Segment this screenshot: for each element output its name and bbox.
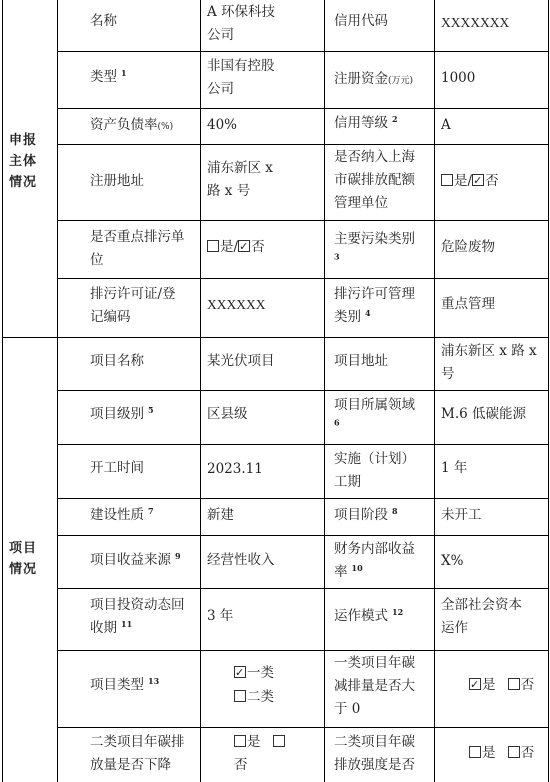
checkbox-yes[interactable]	[441, 174, 453, 186]
footnote-ref: 1	[121, 67, 127, 78]
label-text: 建设性质	[90, 507, 144, 523]
checkbox-label: 一类	[247, 665, 274, 681]
value-name: A 环保科技 公司	[207, 4, 276, 43]
table-border	[57, 278, 549, 279]
checkbox-label: 否	[520, 677, 535, 693]
label-text: 注册资金	[334, 71, 388, 87]
footnote-ref: 12	[392, 606, 404, 617]
checkbox-no[interactable]	[472, 174, 484, 186]
table-border	[548, 0, 549, 782]
value-project-address: 浦东新区 x 路 x 号	[441, 343, 537, 382]
checkbox-type-one[interactable]	[234, 666, 246, 678]
table-border	[57, 588, 549, 589]
section-header-declarant: 申报 主体 情况	[9, 133, 38, 190]
checkbox-label: 是	[247, 734, 261, 750]
label-text: 名称	[90, 13, 117, 29]
label-text: 项目投资动态回 收期	[90, 597, 185, 636]
table-border	[57, 0, 58, 782]
value-discharge-permit-code: XXXXXX	[207, 297, 266, 312]
label-key-polluter: 是否重点排污单 位	[90, 229, 185, 268]
checkbox-yes[interactable]	[469, 746, 481, 758]
type-two-emission-checkboxes	[234, 731, 304, 777]
table-border	[57, 650, 549, 651]
label-project-field	[334, 394, 432, 438]
project-type-checkboxes	[234, 661, 274, 709]
value-project-name: 某光伏项目	[207, 353, 275, 369]
key-polluter-checkboxes: 是/✓ 否	[207, 236, 265, 259]
footnote-ref: 6	[334, 417, 340, 428]
label-registered-capital	[334, 68, 413, 93]
footnote-ref: 9	[175, 550, 181, 561]
label-type-two-intensity: 二类项目年碳 排放强度是否	[334, 734, 415, 773]
label-payback-period	[90, 594, 198, 640]
label-text: 类型	[90, 69, 117, 85]
table-border	[324, 0, 325, 782]
value-project-field: M.6 低碳能源	[441, 406, 526, 422]
checkbox-no[interactable]	[238, 240, 250, 252]
value-construction-nature: 新建	[207, 507, 234, 523]
footnote-ref: 13	[148, 675, 160, 686]
label-project-name: 项目名称	[90, 353, 144, 369]
footnote-ref: 7	[148, 505, 154, 516]
checkbox-label: 是	[482, 677, 496, 693]
checkbox-no[interactable]	[508, 678, 520, 690]
checkbox-label: 是	[482, 745, 496, 761]
checkbox-label: 否	[485, 173, 499, 189]
table-border	[57, 108, 549, 109]
value-credit-code: XXXXXXX	[441, 15, 510, 30]
footnote-ref: 10	[351, 562, 363, 573]
checkbox-label: 是	[220, 239, 234, 255]
value-start-time: 2023.11	[207, 461, 263, 477]
footnote-ref: 11	[121, 618, 133, 629]
checkbox-yes[interactable]	[207, 240, 219, 252]
value-registered-address: 浦东新区 x 路 x 号	[207, 160, 273, 199]
label-construction-nature	[90, 504, 154, 527]
label-debt-ratio	[90, 114, 173, 139]
type-two-intensity-checkboxes	[469, 742, 534, 765]
value-credit-rating: A	[441, 117, 451, 133]
table-border	[57, 220, 549, 221]
label-project-stage	[334, 504, 398, 527]
checkbox-label: 二类	[247, 689, 274, 705]
table-border	[57, 390, 549, 391]
label-project-address: 项目地址	[334, 353, 388, 369]
label-text: 信用代码	[334, 13, 388, 29]
label-operation-mode	[334, 605, 403, 628]
footnote-ref: 5	[148, 404, 154, 415]
value-irr: X%	[441, 553, 464, 569]
label-discharge-permit-code: 排污许可证/登 记编码	[90, 286, 176, 325]
label-irr	[334, 538, 432, 584]
type-one-reduction-checkboxes	[469, 674, 534, 697]
label-text: 项目收益来源	[90, 552, 171, 568]
label-text: 排污许可管理 类别	[334, 286, 415, 325]
value-registered-capital: 1000	[441, 70, 476, 86]
table-border	[57, 51, 549, 52]
label-text: 注册地址	[90, 173, 144, 189]
label-credit-code	[334, 10, 388, 33]
table-border	[434, 0, 435, 782]
checkbox-no[interactable]	[508, 746, 520, 758]
label-text: 项目级别	[90, 406, 144, 422]
checkbox-yes[interactable]	[469, 678, 481, 690]
label-permit-management-type	[334, 283, 432, 329]
checkbox-label: 否	[520, 745, 535, 761]
section-divider	[2, 337, 549, 338]
checkbox-label: 是	[454, 173, 468, 189]
label-text: 运作模式	[334, 608, 388, 624]
label-start-time: 开工时间	[90, 460, 144, 476]
value-construction-period: 1 年	[441, 460, 468, 476]
label-revenue-source	[90, 549, 181, 572]
label-project-level	[90, 403, 154, 426]
value-payback-period: 3 年	[207, 608, 234, 624]
value-project-level: 区县级	[207, 406, 248, 422]
table-border	[57, 727, 549, 728]
checkbox-label: 否	[251, 239, 265, 255]
label-text: 资产负债率	[90, 117, 158, 133]
label-construction-period: 实施（计划） 工期	[334, 451, 415, 490]
label-type-two-emission: 二类项目年碳排 放量是否下降	[90, 734, 185, 773]
checkbox-no[interactable]	[273, 735, 285, 747]
table-border	[57, 535, 549, 536]
checkbox-type-two[interactable]	[234, 690, 246, 702]
label-carbon-quota-unit: 是否纳入上海 市碳排放配额 管理单位	[334, 149, 415, 211]
footnote-ref: 8	[392, 505, 398, 516]
footnote-ref: 4	[365, 307, 371, 318]
unit-text: (%)	[157, 122, 174, 132]
checkbox-label: 否	[234, 757, 248, 773]
value-project-stage: 未开工	[441, 507, 482, 523]
label-text: 主要污染类别	[334, 231, 415, 247]
table-border	[57, 498, 549, 499]
value-permit-management-type: 重点管理	[441, 296, 495, 312]
label-credit-rating	[334, 112, 398, 135]
label-type-one-reduction: 一类项目年碳 减排量是否大 于 0	[334, 655, 415, 717]
value-debt-ratio: 40%	[207, 117, 238, 133]
table-border	[200, 0, 201, 782]
table-border	[57, 144, 549, 145]
footnote-ref: 3	[334, 251, 340, 262]
value-revenue-source: 经营性收入	[207, 552, 275, 568]
label-text: 项目所属领域	[334, 397, 415, 413]
label-project-type	[90, 674, 159, 697]
table-border	[57, 444, 549, 445]
label-text: 信用等级	[334, 115, 388, 131]
value-type: 非国有控股 公司	[207, 58, 275, 97]
value-operation-mode: 全部社会资本 运作	[441, 597, 522, 636]
label-text: 项目阶段	[334, 507, 388, 523]
label-pollutant-category	[334, 228, 432, 272]
label-registered-address	[90, 170, 144, 193]
label-type	[90, 66, 127, 89]
label-text: 项目类型	[90, 677, 144, 693]
carbon-quota-checkboxes: 是/✓ 否	[441, 170, 499, 193]
label-name	[90, 10, 117, 33]
section-header-project: 项目 情况	[9, 541, 38, 577]
table-border	[2, 0, 3, 782]
footnote-ref: 2	[392, 113, 398, 124]
label-text: 财务内部收益 率	[334, 541, 415, 580]
unit-text: (万元)	[388, 76, 414, 86]
checkbox-yes[interactable]	[234, 735, 246, 747]
value-pollutant-category: 危险废物	[441, 239, 495, 255]
